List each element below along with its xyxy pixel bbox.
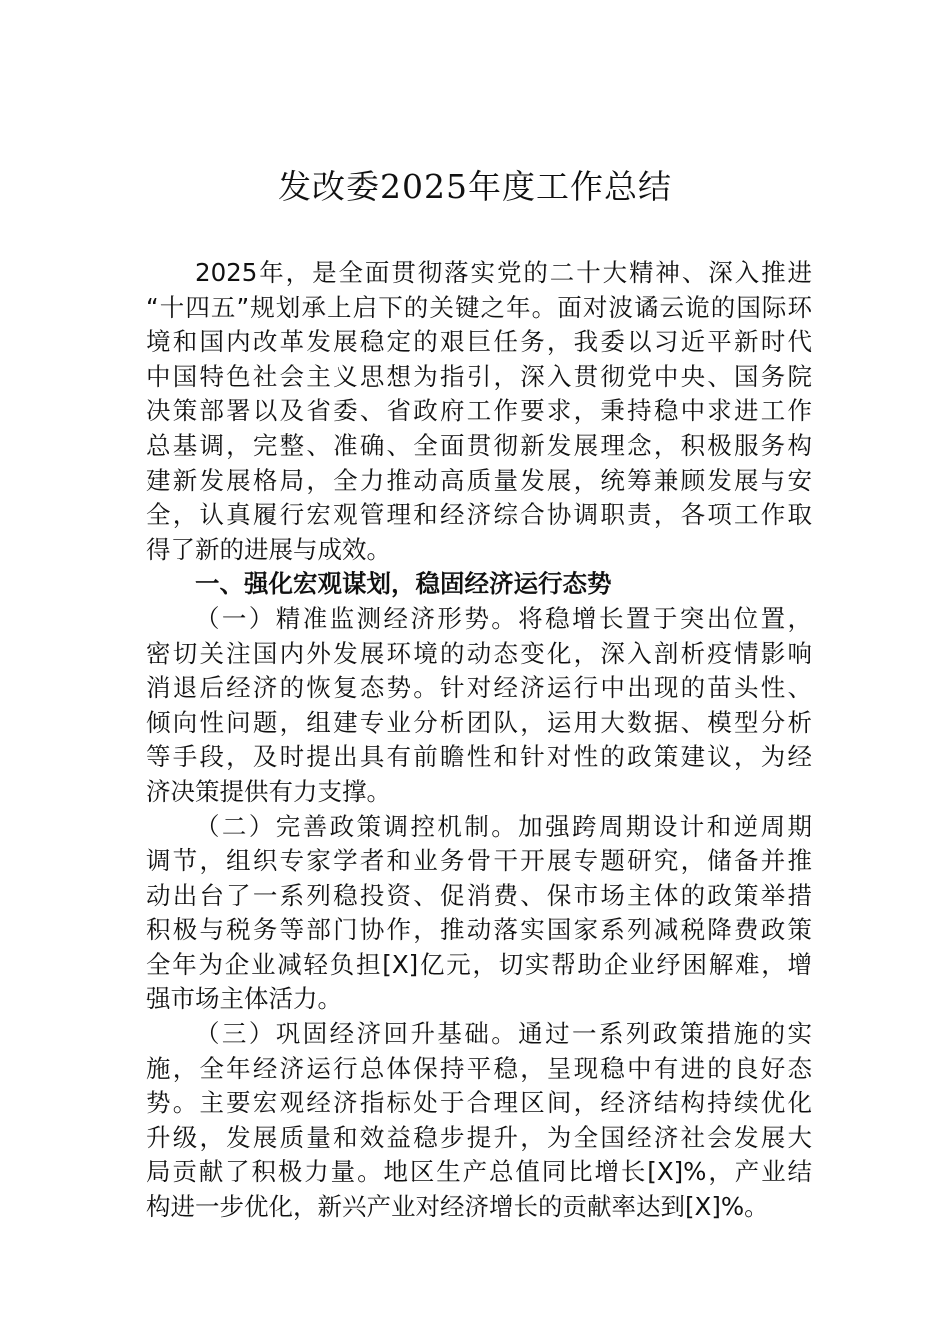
text-line: 中国特色社会主义思想为指引，深入贯彻党中央、国务院 [146, 361, 812, 391]
text-line: 局贡献了积极力量。地区生产总值同比增长[X]%，产业结 [146, 1157, 812, 1187]
text-line: 全年为企业减轻负担[X]亿元，切实帮助企业纾困解难，增 [146, 949, 812, 979]
text-line: 密切关注国内外发展环境的动态变化，深入剖析疫情影响 [146, 638, 812, 668]
text-line: 总基调，完整、准确、全面贯彻新发展理念，积极服务构 [146, 430, 812, 460]
text-line: （二）完善政策调控机制。加强跨周期设计和逆周期 [195, 811, 812, 841]
text-line: 施，全年经济运行总体保持平稳，呈现稳中有进的良好态 [146, 1053, 812, 1083]
text-line: 全，认真履行宏观管理和经济综合协调职责，各项工作取 [146, 500, 812, 530]
text-line: （一）精准监测经济形势。将稳增长置于突出位置， [195, 603, 812, 633]
text-line: 2025年，是全面贯彻落实党的二十大精神、深入推进 [195, 258, 812, 287]
text-line: 强市场主体活力。 [146, 984, 342, 1014]
paragraph-item-2 [146, 810, 812, 1018]
text-line: 调节，组织专家学者和业务骨干开展专题研究，储备并推 [146, 846, 812, 876]
section-heading [146, 567, 812, 602]
text-line: （三）巩固经济回升基础。通过一系列政策措施的实 [195, 1019, 812, 1049]
text-line: 得了新的进展与成效。 [146, 534, 391, 564]
text-line: 建新发展格局，全力推动高质量发展，统筹兼顾发展与安 [146, 465, 812, 495]
heading-line: 一、强化宏观谋划，稳固经济运行态势 [195, 569, 612, 599]
text-line: 消退后经济的恢复态势。针对经济运行中出现的苗头性、 [146, 673, 812, 703]
text-line: 构进一步优化，新兴产业对经济增长的贡献率达到[X]%。 [146, 1192, 769, 1222]
text-line: 济决策提供有力支撑。 [146, 776, 391, 806]
document-title: 发改委2025年度工作总结 [278, 167, 672, 206]
paragraph-intro [146, 256, 812, 567]
paragraph-item-1 [146, 602, 812, 810]
document-body [146, 256, 812, 1225]
text-line: 动出台了一系列稳投资、促消费、保市场主体的政策举措 [146, 880, 812, 910]
text-line: 升级，发展质量和效益稳步提升，为全国经济社会发展大 [146, 1122, 812, 1152]
text-line: 等手段，及时提出具有前瞻性和针对性的政策建议，为经 [146, 742, 812, 772]
text-line: 境和国内改革发展稳定的艰巨任务，我委以习近平新时代 [146, 327, 812, 357]
paragraph-item-3 [146, 1017, 812, 1225]
text-line: 倾向性问题，组建专业分析团队，运用大数据、模型分析 [146, 707, 812, 737]
text-line: 积极与税务等部门协作，推动落实国家系列减税降费政策 [146, 915, 812, 945]
text-line: “十四五”规划承上启下的关键之年。面对波谲云诡的国际环 [146, 292, 812, 322]
text-line: 决策部署以及省委、省政府工作要求，秉持稳中求进工作 [146, 396, 812, 426]
text-line: 势。主要宏观经济指标处于合理区间，经济结构持续优化 [146, 1088, 812, 1118]
